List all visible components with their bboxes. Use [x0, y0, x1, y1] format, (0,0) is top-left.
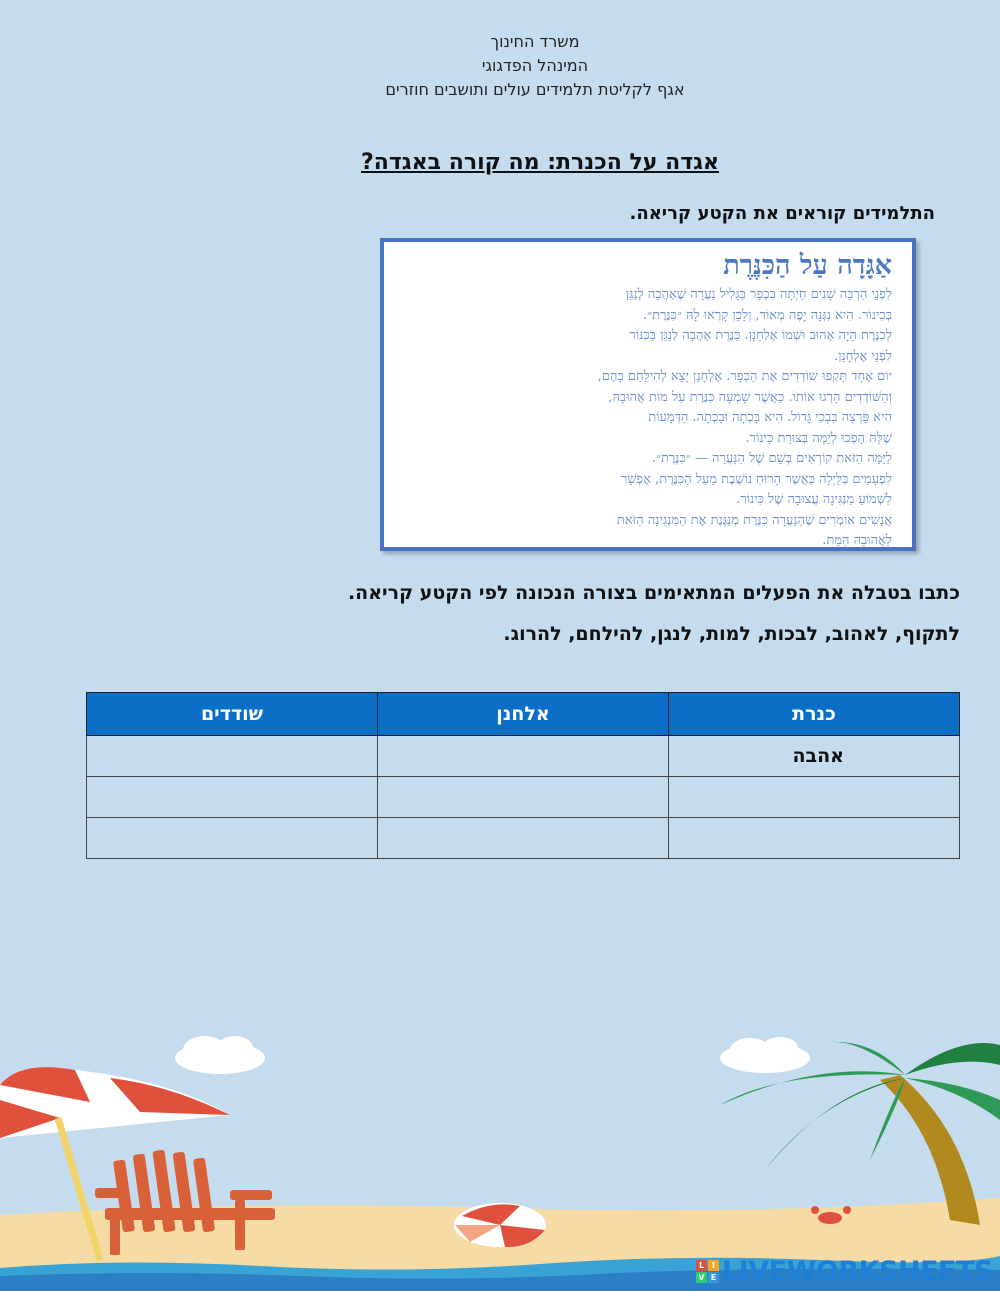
reading-line: בְּכִינוֹר. הִיא נִגְּנָה יָפֶה מְאוֹד, וְלָכֵן קָרְאוּ לָהּ ״כִּנֶּרֶת״. — [643, 307, 892, 323]
answer-cell[interactable] — [378, 736, 669, 777]
logo-text: LIVEWORKSHEETS — [722, 1255, 993, 1287]
reading-title: אַגָּדָה עַל הַכִּנֶּרֶת — [723, 250, 892, 281]
writing-instruction: כתבו בטבלה את הפעלים המתאימים בצורה הנכונה לפי הקטע קריאה. — [347, 582, 960, 604]
column-header-elchanan: אלחנן — [378, 693, 669, 736]
answer-cell[interactable] — [669, 777, 960, 818]
reading-line: לִפְעָמִים בַּלַּיְלָה כַּאֲשֶׁר הָרוּחַ נוֹשֶׁבֶת מֵעַל הַכִּנֶּרֶת, אֶפְשָׁר — [620, 471, 892, 487]
cloud-icon — [175, 1036, 265, 1074]
reading-instruction: התלמידים קוראים את הקטע קריאה. — [629, 203, 935, 224]
answer-cell[interactable]: אהבה — [669, 736, 960, 777]
reading-line: לִשְׁמוֹעַ מַנְגִּינָה עֲצוּבָה שֶׁל כִּינוֹר. — [736, 492, 892, 507]
reading-line: וְהַשּׁוֹדְדִים הָרְגוּ אוֹתוֹ. כַּאֲשֶׁר שָׁמְעָה כִּנֶּרֶת עַל מוֹת אֲהוּבָהּ, — [608, 389, 892, 405]
logo-block: L — [696, 1260, 707, 1271]
reading-line: לִפְנֵי הַרְבֵּה שָׁנִים חַיְתָה בִּכְפָר בַּגָּלִיל נַעֲרָה שֶׁאָהֲבָה לְנַגֵּן — [625, 287, 892, 302]
reading-line: לַיָּמָּה הַזֹּאת קוֹרְאִים בְּשֵׁם שֶׁל הַנַּעֲרָה — ״כִּנֶּרֶת״. — [651, 451, 892, 466]
logo-block: V — [696, 1272, 707, 1283]
reading-line: יוֹם אֶחָד תָּקְפוּ שׁוֹדְדִים אֶת הַכְּפָר. אֶלְחָנָן יָצָא לְהִילָּחֵם בָּהֶם, — [597, 369, 892, 384]
ministry-header — [0, 30, 1000, 102]
page-title: אגדה על הכנרת: מה קורה באגדה? — [361, 150, 719, 175]
answer-cell[interactable] — [669, 818, 960, 859]
table-row — [87, 777, 960, 818]
answer-cell[interactable] — [378, 777, 669, 818]
answer-cell[interactable] — [87, 777, 378, 818]
header-line-3: אגף לקליטת תלמידים עולים ותושבים חוזרים — [385, 80, 685, 99]
table-header-row — [87, 693, 960, 736]
logo-block: E — [708, 1272, 719, 1283]
beach-scene-illustration — [0, 1020, 1000, 1291]
beach-ball-icon — [454, 1203, 546, 1247]
reading-text — [408, 285, 892, 552]
header-line-2: המינהל הפדגוגי — [481, 56, 589, 75]
reading-line: אֲנָשִׁים אוֹמְרִים שֶׁהַנַּעֲרָה כִּנֶּרֶת מְנַגֶּנֶת אֶת הַמַּנְגִּינָה הַזֹּאת — [616, 512, 892, 528]
column-header-kinneret: כנרת — [669, 693, 960, 736]
reading-line: לְכִנֶּרֶת הָיָה אָהוּב וּשְׁמוֹ אֶלְחָנָן. כִּנֶּרֶת אָהֲבָה לְנַגֵּן בַּכִּנּוֹר — [629, 328, 892, 343]
verbs-table — [86, 692, 960, 859]
column-header-robbers: שודדים — [87, 693, 378, 736]
cloud-icon — [720, 1037, 810, 1073]
table-row — [87, 736, 960, 777]
reading-line: שֶׁלָּהּ הָפְכוּ לְיָמָּה בְּצוּרַת כִּינוֹר. — [745, 430, 892, 446]
reading-line: לִפְנֵי אֶלְחָנָן. — [834, 348, 892, 364]
logo-block: I — [708, 1260, 719, 1271]
answer-cell[interactable] — [87, 818, 378, 859]
verbs-list: לתקוף, לאהוב, לבכות, למות, לנגן, להילחם, להרוג. — [503, 623, 960, 645]
table-row — [87, 818, 960, 859]
reading-line: הִיא פָּרְצָה בִּבְכִי גָּדוֹל. הִיא בָּכְתָה וּבָכְתָה. הַדְּמָעוֹת — [648, 410, 892, 425]
liveworksheets-logo — [696, 1255, 993, 1287]
reading-line: לַאֲהוּבָהּ הַמֵּת. — [822, 533, 892, 548]
reading-passage — [380, 238, 916, 551]
header-line-1: משרד החינוך — [490, 32, 580, 51]
answer-cell[interactable] — [87, 736, 378, 777]
logo-blocks — [696, 1260, 719, 1283]
answer-cell[interactable] — [378, 818, 669, 859]
